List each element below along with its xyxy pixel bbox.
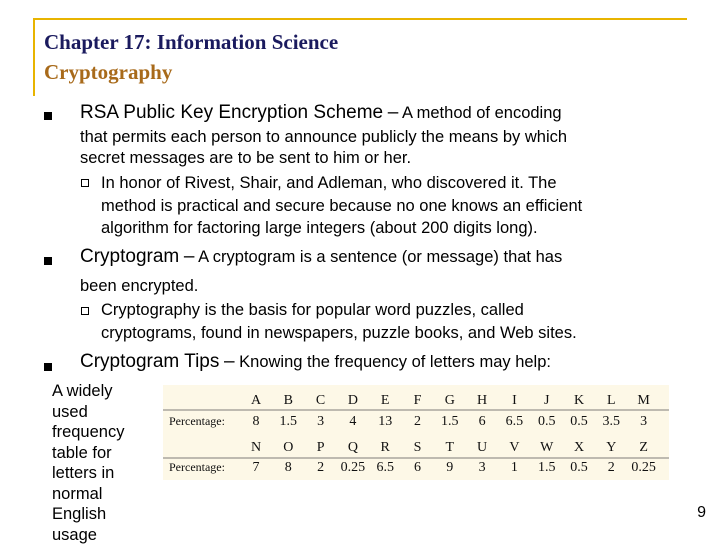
letter-header: M — [637, 393, 650, 408]
bullet-rsa-desc: A method of encoding — [402, 104, 562, 122]
bullet-cryptogram-term: Cryptogram — [80, 246, 179, 267]
caption-line: usage — [52, 525, 142, 545]
frequency-value: 13 — [378, 414, 392, 429]
caption-line: table for — [52, 443, 142, 464]
frequency-value: 1 — [511, 460, 518, 475]
frequency-value: 0.25 — [631, 460, 656, 475]
sub-cryptogram-line1: Cryptography is the basis for popular word puzzles, called — [101, 300, 524, 320]
letter-header: Y — [606, 440, 616, 455]
letter-header: H — [477, 393, 487, 408]
frequency-value: 2 — [414, 414, 421, 429]
page-number: 9 — [697, 504, 706, 522]
letter-header: D — [348, 393, 358, 408]
bullet-tips-line1 — [80, 352, 551, 372]
letter-header: K — [574, 393, 584, 408]
frequency-value: 3 — [479, 460, 486, 475]
sub-rsa-line1: In honor of Rivest, Shair, and Adleman, who discovered it. The — [101, 173, 557, 193]
letter-header: A — [251, 393, 262, 408]
frequency-value: 3 — [640, 414, 647, 429]
letter-header: C — [316, 393, 325, 408]
frequency-value: 9 — [446, 460, 453, 475]
dash: – — [224, 351, 235, 372]
letter-header: Q — [348, 440, 358, 455]
frequency-value: 0.25 — [341, 460, 366, 475]
frequency-value: 6 — [414, 460, 421, 475]
caption-line: English — [52, 504, 142, 525]
title-frame-left — [33, 18, 35, 96]
dash: – — [388, 102, 399, 123]
letter-header: B — [284, 393, 293, 408]
bullet-tips-term: Cryptogram Tips — [80, 351, 219, 372]
caption-line: used — [52, 402, 142, 423]
bullet-marker — [44, 112, 52, 120]
bullet-cryptogram-line2: been encrypted. — [80, 276, 198, 296]
frequency-value: 0.5 — [570, 414, 588, 429]
frequency-value: 2 — [608, 460, 615, 475]
frequency-value: 8 — [253, 414, 260, 429]
bullet-tips-desc: Knowing the frequency of letters may help: — [239, 353, 551, 371]
letter-header: S — [414, 440, 422, 455]
letter-header: L — [607, 393, 616, 408]
bullet-rsa-line3: secret messages are to be sent to him or her. — [80, 148, 411, 168]
sub-bullet-marker — [81, 179, 89, 187]
frequency-value: 4 — [349, 414, 356, 429]
bullet-cryptogram-desc: A cryptogram is a sentence (or message) that has — [198, 248, 562, 266]
frequency-value: 8 — [285, 460, 292, 475]
frequency-value: 3.5 — [603, 414, 621, 429]
caption-line: frequency — [52, 422, 142, 443]
letter-header: E — [381, 393, 390, 408]
frequency-value: 3 — [317, 414, 324, 429]
letter-header: O — [283, 440, 293, 455]
letter-header: R — [381, 440, 391, 455]
sub-rsa-line3: algorithm for factoring large integers (about 200 digits long). — [101, 218, 538, 238]
row-label: Percentage: — [169, 414, 225, 428]
letter-header: X — [574, 440, 584, 455]
frequency-value: 0.5 — [570, 460, 588, 475]
letter-header: N — [251, 440, 261, 455]
frequency-value: 6.5 — [506, 414, 524, 429]
dash: – — [184, 246, 195, 267]
frequency-value: 0.5 — [538, 414, 556, 429]
letter-header: J — [544, 393, 550, 408]
row-label: Percentage: — [169, 460, 225, 474]
frequency-value: 1.5 — [441, 414, 459, 429]
frequency-table-svg — [163, 385, 669, 480]
sub-bullet-marker — [81, 307, 89, 315]
frequency-value: 1.5 — [280, 414, 298, 429]
bullet-rsa-line2: that permits each person to announce publicly the means by which — [80, 127, 567, 147]
letter-header: Z — [639, 440, 648, 455]
letter-frequency-table — [163, 385, 669, 480]
letter-header: P — [317, 440, 325, 455]
letter-header: F — [414, 393, 422, 408]
sub-cryptogram-line2: cryptograms, found in newspapers, puzzle books, and Web sites. — [101, 323, 577, 343]
caption-line: normal — [52, 484, 142, 505]
letter-header: I — [512, 393, 517, 408]
letter-header: W — [540, 440, 554, 455]
title-frame-top — [33, 18, 687, 20]
bullet-rsa-term: RSA Public Key Encryption Scheme — [80, 102, 383, 123]
caption-line: letters in — [52, 463, 142, 484]
frequency-value: 6 — [479, 414, 486, 429]
bullet-cryptogram-line1 — [80, 247, 562, 267]
sub-rsa-line2: method is practical and secure because no one knows an efficient — [101, 196, 582, 216]
letter-header: T — [446, 440, 455, 455]
frequency-value: 1.5 — [538, 460, 556, 475]
frequency-value: 6.5 — [376, 460, 394, 475]
letter-header: U — [477, 440, 487, 455]
caption-line: A widely — [52, 381, 142, 402]
bullet-marker — [44, 363, 52, 371]
slide-subtitle: Cryptography — [44, 60, 172, 85]
frequency-value: 7 — [253, 460, 260, 475]
bullet-rsa-line1 — [80, 103, 562, 123]
letter-header: G — [445, 393, 455, 408]
slide-title: Chapter 17: Information Science — [44, 30, 338, 55]
bullet-marker — [44, 257, 52, 265]
frequency-value: 2 — [317, 460, 324, 475]
frequency-table-caption — [52, 381, 142, 545]
letter-header: V — [509, 440, 519, 455]
